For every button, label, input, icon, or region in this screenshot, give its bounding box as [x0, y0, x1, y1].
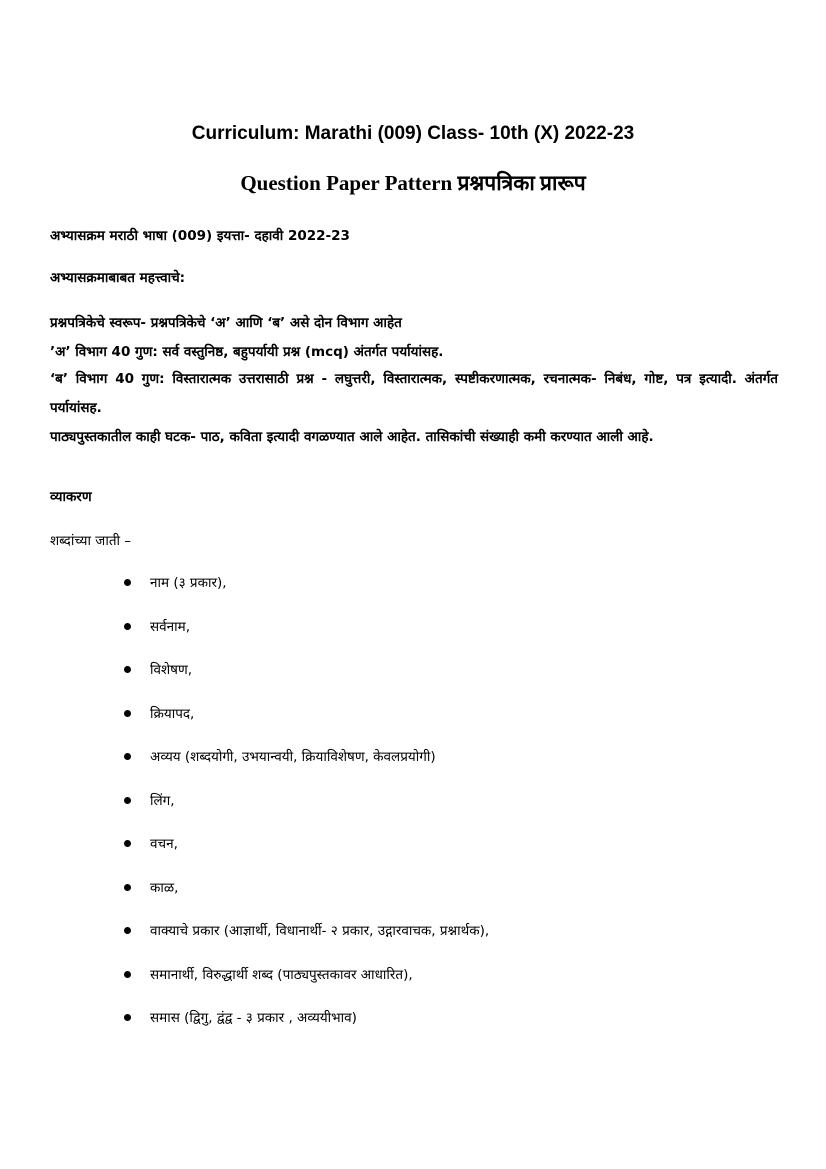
important-heading: अभ्यासक्रमाबाबत महत्त्वाचे: [50, 270, 186, 286]
textbook-paragraph: पाठ्यपुस्तकातील काही घटक- पाठ, कविता इत्यादी वगळण्यात आले आहेत. तासिकांची संख्याही कमी करण्यात आली आहे. [50, 429, 654, 445]
bullet-icon [124, 710, 131, 717]
bullet-icon [124, 623, 131, 630]
bullet-icon [124, 971, 131, 978]
section-b-paragraph: ‘ब’ विभाग 40 गुण: विस्तारात्मक उत्तरासाठी प्रश्न - लघुत्तरी, विस्तारात्मक, स्पष्टीकरणात्मक, रचनात्मक- निबंध, गोष्ट, पत्र इत्यादी. अंतर्गत पर्यायांसह. [50, 371, 778, 416]
document-page: Curriculum: Marathi (009) Class- 10th (X) 2022-23 Question Paper Pattern प्रश्नपत्रिका प्रारूप अभ्यासक्रम मराठी भाषा (009) इयत्ता- दहावी 2022-23 अभ्यासक्रमाबाबत महत्त्वाचे: प्रश्नपत्रिकेचे स्वरूप- प्रश्नपत्रिकेचे ‘अ’ आणि ‘ब’ असे दोन विभाग आहेत ’अ’ विभाग 40 गुण: सर्व वस्तुनिष्ठ, बहुपर्यायी प्रश्न (mcq) अंतर्गत पर्यायांसह. ‘ब’ विभाग 40 गुण: विस्तारात्मक उत्तरासाठी प्रश्न - लघुत्तरी, विस्तारात्मक, स्पष्टीकरणात्मक, रचनात्मक- निबंध, गोष्ट, पत्र इत्यादी. अंतर्गत पर्यायांसह. पाठ्यपुस्तकातील काही घटक- पाठ, कविता इत्यादी वगळण्यात आले आहेत. तासिकांची संख्याही कमी करण्यात आली आहे. व्याकरण शब्दांच्या जाती – नाम (३ प्रकार), सर्वनाम, विशेषण, क्रियापद, अव्यय (शब्दयोगी, उभयान्वयी, क्रियाविशेषण, केवलप्रयोगी) लिंग, वचन, काळ, वाक्याचे प्रकार (आज्ञार्थी, विधानार्थी- २ प्रकार, उद्गारवाचक, प्रश्नार्थक), समानार्थी, विरुद्धार्थी शब्द (पाठ्यपुस्तकावर आधारित), समास (द्विगु, द्वंद्व - ३ प्रकार , अव्ययीभाव) [0, 0, 826, 1169]
paper-format-line: प्रश्नपत्रिकेचे स्वरूप- प्रश्नपत्रिकेचे ‘अ’ आणि ‘ब’ असे दोन विभाग आहेत [50, 315, 402, 331]
section-a-line: ’अ’ विभाग 40 गुण: सर्व वस्तुनिष्ठ, बहुपर्यायी प्रश्न (mcq) अंतर्गत पर्यायांसह. [50, 344, 444, 360]
bullet-icon [124, 884, 131, 891]
word-types-heading: शब्दांच्या जाती – [50, 533, 132, 549]
document-title: Curriculum: Marathi (009) Class- 10th (X) 2022-23 [191, 123, 635, 144]
bullet-icon [124, 666, 131, 673]
bullet-icon [124, 753, 131, 760]
grammar-heading: व्याकरण [50, 489, 92, 505]
bullet-icon [124, 840, 131, 847]
course-line: अभ्यासक्रम मराठी भाषा (009) इयत्ता- दहावी 2022-23 [50, 228, 350, 244]
bullet-icon [124, 579, 131, 586]
document-subtitle: Question Paper Pattern प्रश्नपत्रिका प्रारूप [240, 171, 586, 195]
bullet-icon [124, 797, 131, 804]
bullet-icon [124, 1014, 131, 1021]
bullet-icon [124, 927, 131, 934]
